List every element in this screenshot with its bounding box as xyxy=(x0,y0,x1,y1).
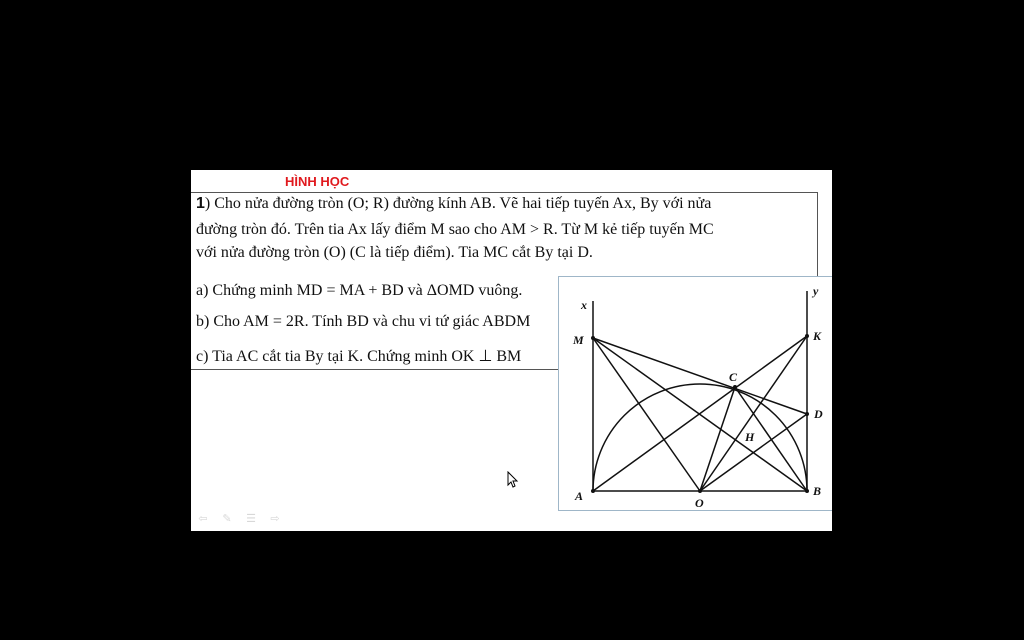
menu-icon[interactable]: ☰ xyxy=(246,513,256,525)
question-b: b) Cho AM = 2R. Tính BD và chu vi tứ giác ABDM xyxy=(196,313,531,330)
geometry-svg xyxy=(559,277,832,510)
segment-oc xyxy=(700,387,735,491)
label-a: A xyxy=(575,489,584,503)
prev-arrow-icon[interactable]: ⇦ xyxy=(198,513,208,525)
slide-title: HÌNH HỌC xyxy=(285,174,350,189)
next-arrow-icon[interactable]: ⇨ xyxy=(270,513,280,525)
problem-line-1 xyxy=(196,195,711,213)
segment-mo xyxy=(593,338,700,491)
label-k: K xyxy=(813,329,822,343)
point-a xyxy=(591,489,595,493)
question-c: c) Tia AC cắt tia By tại K. Chứng minh OK ⊥ BM xyxy=(196,348,522,365)
label-b: B xyxy=(813,484,822,498)
slide-toolbar xyxy=(196,512,282,525)
label-o: O xyxy=(695,496,704,510)
label-y: y xyxy=(813,284,819,298)
geometry-figure xyxy=(558,276,832,511)
segment-md xyxy=(593,338,807,414)
pen-icon[interactable]: ✎ xyxy=(222,513,232,525)
problem-number: 1 xyxy=(196,195,205,212)
point-d xyxy=(805,412,809,416)
point-m xyxy=(591,336,595,340)
problem-line-2: đường tròn đó. Trên tia Ax lấy điểm M sao cho AM > R. Từ M kẻ tiếp tuyến MC xyxy=(196,221,714,238)
label-c: C xyxy=(729,370,738,384)
mouse-cursor-icon xyxy=(507,471,519,489)
point-c xyxy=(733,385,737,389)
point-k xyxy=(805,334,809,338)
bottom-black-band xyxy=(0,531,1024,640)
point-o xyxy=(698,489,702,493)
question-a: a) Chứng minh MD = MA + BD và ΔOMD vuông. xyxy=(196,282,523,299)
top-black-band xyxy=(0,0,1024,170)
label-x: x xyxy=(581,298,587,312)
label-h: H xyxy=(745,430,755,444)
problem-text-1: ) Cho nửa đường tròn (O; R) đường kính AB. Vẽ hai tiếp tuyến Ax, By với nửa xyxy=(204,195,712,212)
label-d: D xyxy=(814,407,823,421)
point-b xyxy=(805,489,809,493)
problem-line-3: với nửa đường tròn (O) (C là tiếp điểm). Tia MC cắt By tại D. xyxy=(196,244,593,261)
label-m: M xyxy=(573,333,584,347)
